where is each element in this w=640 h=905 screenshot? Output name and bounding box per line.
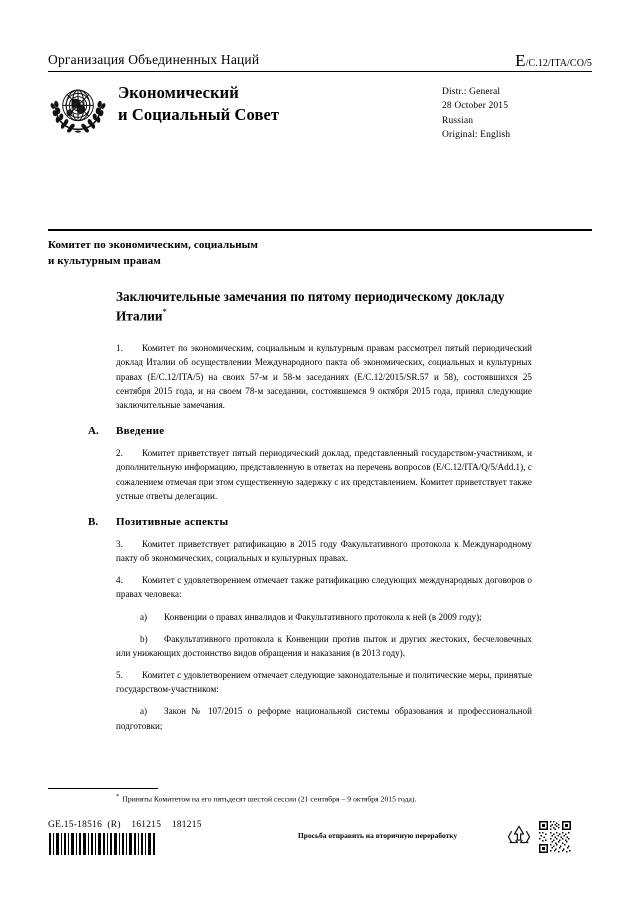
paragraph	[116, 446, 532, 503]
paragraph	[116, 341, 532, 412]
masthead-top-row	[48, 52, 592, 71]
paragraph-text: Комитет приветствует ратификацию в 2015 году Факультативного протокола к Международному пакту об экономических, социальных и культурных правах.	[116, 538, 532, 564]
distr-original: Original: English	[442, 130, 511, 141]
section-label: Позитивные аспекты	[116, 515, 229, 528]
section-label: Введение	[116, 425, 165, 438]
paragraph-text: Комитет приветствует пятый периодический доклад, представленный государством-участником, и дополнительную информацию, представленную в ответах на перечень вопросов (E/C.12/ITA/Q/5/Add.1), с сожалением отмечая при этом существенную задержку с их представлением. Комитет приветствует также устные ответы делегации.	[116, 448, 532, 501]
paragraph-text: Комитет с удовлетворением отмечает также ратификацию следующих международных договоров о правах человека:	[116, 575, 532, 600]
sub-paragraph	[116, 704, 532, 732]
section-heading-b	[88, 515, 532, 528]
recycle-icon	[506, 823, 532, 849]
un-emblem-icon	[48, 79, 108, 139]
committee-name	[48, 238, 468, 269]
organ-title-line2: и Социальный Совет	[118, 104, 280, 124]
job-number: GE.15-18516 (R) 161215 181215	[48, 820, 202, 830]
sub-paragraph-marker: b)	[140, 633, 148, 644]
page-footer	[48, 820, 592, 868]
paragraph	[116, 573, 532, 601]
barcode	[48, 833, 156, 855]
sub-paragraph	[116, 610, 532, 624]
footnote-marker: *	[116, 793, 120, 800]
committee-name-line1: Комитет по экономическим, социальным	[48, 239, 258, 251]
qr-code	[538, 820, 572, 854]
paragraph-number: 2.	[116, 448, 123, 459]
recycle-note: Просьба отправить на вторичную переработку	[298, 831, 458, 840]
title-asterisk-marker: *	[162, 306, 168, 317]
document-symbol	[515, 52, 592, 69]
paragraph-text: Комитет с удовлетворением отмечает следующие законодательные и политические меры, принятые государством-участником:	[116, 670, 532, 695]
page-title-text: Заключительные замечания по пятому периодическому докладу Италии	[116, 289, 505, 324]
sub-paragraph	[116, 632, 532, 660]
document-body	[88, 288, 532, 741]
organization-name: Организация Объединенных Наций	[48, 52, 260, 67]
organ-title-line1: Экономический	[118, 83, 239, 102]
paragraph-number: 3.	[116, 538, 123, 549]
sub-paragraph-marker: a)	[140, 706, 148, 717]
distr-line: Distr.: General	[442, 87, 501, 97]
footnote	[116, 792, 536, 805]
footnote-text: Приняты Комитетом на его пятьдесят шестой сессии (21 сентября – 9 октября 2015 года).	[122, 794, 417, 804]
section-letter: A.	[88, 425, 99, 438]
paragraph-number: 1.	[116, 343, 123, 354]
organ-title	[118, 79, 442, 126]
page-title	[116, 288, 532, 325]
paragraph	[116, 668, 532, 696]
paragraph-number: 4.	[116, 575, 123, 586]
footnote-separator	[48, 788, 158, 789]
section-heading-a	[88, 425, 532, 438]
document-symbol-rest: /C.12/ITA/CO/5	[525, 58, 592, 69]
paragraph-text: Комитет по экономическим, социальным и культурным правам рассмотрел пятый периодический доклад Италии об осуществлении Международного пакта об экономических, социальных и культурных правах (E/C.12/ITA/5) на своих 57-м и 58-м заседаниях (E/C.12/2015/SR.57 и 58), состоявшихся 25 сентября 2015 года, и на своем 78-м заседании, состоявшемся 9 октября 2015 года, принял следующие заключительные замечания.	[116, 343, 532, 410]
sub-paragraph-text: Факультативного протокола к Конвенции против пыток и других жестоких, бесчеловечных или унижающих достоинство видов обращения и наказания (в 2013 году).	[116, 633, 532, 658]
section-letter: B.	[88, 515, 99, 528]
masthead-rule	[48, 71, 592, 72]
distr-date: 28 October 2015	[442, 101, 509, 112]
masthead	[48, 52, 592, 143]
sub-paragraph-marker: a)	[140, 611, 148, 622]
distr-language: Russian	[442, 115, 474, 126]
section-divider	[48, 229, 592, 231]
sub-paragraph-text: Конвенции о правах инвалидов и Факультативного протокола к ней (в 2009 году);	[164, 611, 482, 622]
paragraph	[116, 537, 532, 565]
committee-name-line2: и культурным правам	[48, 254, 161, 267]
sub-paragraph-text: Закон № 107/2015 о реформе национальной системы образования и профессиональной подготовки;	[116, 706, 532, 731]
document-symbol-initial: E	[515, 51, 526, 70]
paragraph-number: 5.	[116, 670, 123, 681]
distribution-block	[442, 79, 592, 143]
masthead-body	[48, 79, 592, 143]
